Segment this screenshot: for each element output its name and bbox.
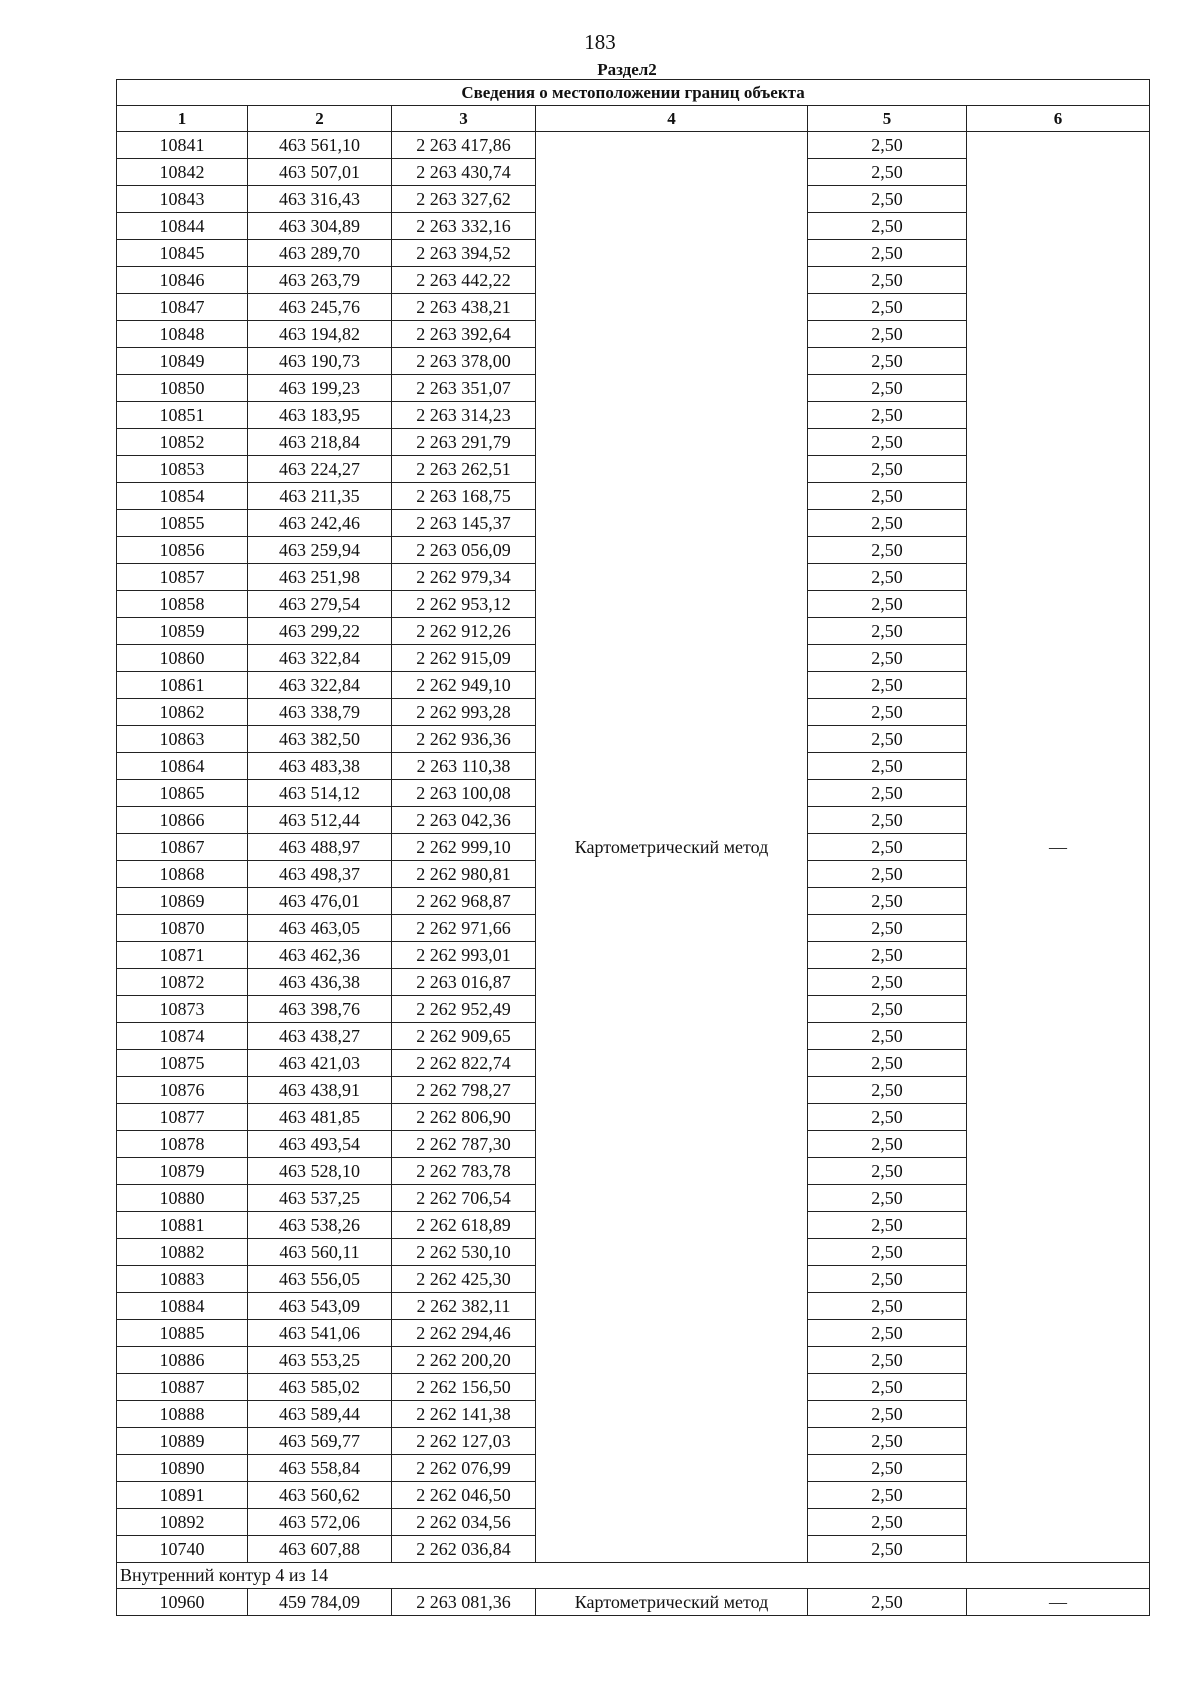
accuracy-cell: 2,50: [808, 267, 967, 294]
accuracy-cell: 2,50: [808, 1374, 967, 1401]
point-number-cell: 10740: [117, 1536, 248, 1563]
x-coordinate-cell: 463 251,98: [248, 564, 392, 591]
y-coordinate-cell: 2 262 999,10: [392, 834, 536, 861]
x-coordinate-cell: 463 553,25: [248, 1347, 392, 1374]
accuracy-cell: 2,50: [808, 375, 967, 402]
y-coordinate-cell: 2 262 425,30: [392, 1266, 536, 1293]
point-number-cell: 10879: [117, 1158, 248, 1185]
y-coordinate-cell: 2 263 016,87: [392, 969, 536, 996]
accuracy-cell: 2,50: [808, 1077, 967, 1104]
y-coordinate-cell: 2 262 036,84: [392, 1536, 536, 1563]
accuracy-cell: 2,50: [808, 429, 967, 456]
y-coordinate-cell: 2 263 081,36: [392, 1589, 536, 1616]
y-coordinate-cell: 2 263 168,75: [392, 483, 536, 510]
accuracy-cell: 2,50: [808, 726, 967, 753]
x-coordinate-cell: 463 299,22: [248, 618, 392, 645]
y-coordinate-cell: 2 263 394,52: [392, 240, 536, 267]
y-coordinate-cell: 2 262 783,78: [392, 1158, 536, 1185]
accuracy-cell: 2,50: [808, 699, 967, 726]
accuracy-cell: 2,50: [808, 510, 967, 537]
y-coordinate-cell: 2 262 971,66: [392, 915, 536, 942]
x-coordinate-cell: 463 338,79: [248, 699, 392, 726]
point-number-cell: 10851: [117, 402, 248, 429]
point-number-cell: 10877: [117, 1104, 248, 1131]
accuracy-cell: 2,50: [808, 1320, 967, 1347]
x-coordinate-cell: 463 569,77: [248, 1428, 392, 1455]
accuracy-cell: 2,50: [808, 591, 967, 618]
column-header-3: 3: [392, 106, 536, 132]
x-coordinate-cell: 463 560,11: [248, 1239, 392, 1266]
column-header-2: 2: [248, 106, 392, 132]
point-number-cell: 10888: [117, 1401, 248, 1428]
y-coordinate-cell: 2 263 417,86: [392, 132, 536, 159]
y-coordinate-cell: 2 262 530,10: [392, 1239, 536, 1266]
x-coordinate-cell: 463 436,38: [248, 969, 392, 996]
y-coordinate-cell: 2 262 936,36: [392, 726, 536, 753]
x-coordinate-cell: 463 538,26: [248, 1212, 392, 1239]
x-coordinate-cell: 463 537,25: [248, 1185, 392, 1212]
y-coordinate-cell: 2 262 953,12: [392, 591, 536, 618]
table-caption: Сведения о местоположении границ объекта: [117, 80, 1150, 106]
point-number-cell: 10864: [117, 753, 248, 780]
point-number-cell: 10861: [117, 672, 248, 699]
table-row: [117, 1589, 1150, 1616]
accuracy-cell: 2,50: [808, 1050, 967, 1077]
accuracy-cell: 2,50: [808, 1266, 967, 1293]
y-coordinate-cell: 2 262 127,03: [392, 1428, 536, 1455]
accuracy-cell: 2,50: [808, 1212, 967, 1239]
accuracy-cell: 2,50: [808, 915, 967, 942]
table-row: [117, 132, 1150, 159]
y-coordinate-cell: 2 263 110,38: [392, 753, 536, 780]
point-number-cell: 10873: [117, 996, 248, 1023]
point-number-cell: 10849: [117, 348, 248, 375]
point-number-cell: 10891: [117, 1482, 248, 1509]
point-number-cell: 10859: [117, 618, 248, 645]
y-coordinate-cell: 2 262 046,50: [392, 1482, 536, 1509]
page-number: 183: [584, 30, 616, 54]
boundary-coordinates-table: [116, 79, 1150, 1616]
point-number-cell: 10884: [117, 1293, 248, 1320]
y-coordinate-cell: 2 263 262,51: [392, 456, 536, 483]
x-coordinate-cell: 463 493,54: [248, 1131, 392, 1158]
point-number-cell: 10878: [117, 1131, 248, 1158]
y-coordinate-cell: 2 262 912,26: [392, 618, 536, 645]
point-number-cell: 10876: [117, 1077, 248, 1104]
x-coordinate-cell: 463 476,01: [248, 888, 392, 915]
point-number-cell: 10845: [117, 240, 248, 267]
point-number-cell: 10843: [117, 186, 248, 213]
point-number-cell: 10850: [117, 375, 248, 402]
point-number-cell: 10857: [117, 564, 248, 591]
point-number-cell: 10885: [117, 1320, 248, 1347]
accuracy-cell: 2,50: [808, 294, 967, 321]
accuracy-cell: 2,50: [808, 456, 967, 483]
accuracy-cell: 2,50: [808, 618, 967, 645]
x-coordinate-cell: 463 560,62: [248, 1482, 392, 1509]
point-number-cell: 10875: [117, 1050, 248, 1077]
column-header-1: 1: [117, 106, 248, 132]
x-coordinate-cell: 463 398,76: [248, 996, 392, 1023]
point-number-cell: 10842: [117, 159, 248, 186]
accuracy-cell: 2,50: [808, 159, 967, 186]
point-number-cell: 10863: [117, 726, 248, 753]
accuracy-cell: 2,50: [808, 1239, 967, 1266]
accuracy-cell: 2,50: [808, 1023, 967, 1050]
accuracy-cell: 2,50: [808, 186, 967, 213]
y-coordinate-cell: 2 262 294,46: [392, 1320, 536, 1347]
y-coordinate-cell: 2 262 706,54: [392, 1185, 536, 1212]
accuracy-cell: 2,50: [808, 1293, 967, 1320]
x-coordinate-cell: 463 541,06: [248, 1320, 392, 1347]
y-coordinate-cell: 2 262 034,56: [392, 1509, 536, 1536]
accuracy-cell: 2,50: [808, 132, 967, 159]
point-number-cell: 10862: [117, 699, 248, 726]
x-coordinate-cell: 463 263,79: [248, 267, 392, 294]
y-coordinate-cell: 2 262 993,01: [392, 942, 536, 969]
point-number-cell: 10892: [117, 1509, 248, 1536]
accuracy-cell: 2,50: [808, 888, 967, 915]
x-coordinate-cell: 463 289,70: [248, 240, 392, 267]
accuracy-cell: 2,50: [808, 996, 967, 1023]
x-coordinate-cell: 463 224,27: [248, 456, 392, 483]
point-number-cell: 10867: [117, 834, 248, 861]
x-coordinate-cell: 463 245,76: [248, 294, 392, 321]
accuracy-cell: 2,50: [808, 537, 967, 564]
y-coordinate-cell: 2 263 351,07: [392, 375, 536, 402]
y-coordinate-cell: 2 262 979,34: [392, 564, 536, 591]
accuracy-cell: 2,50: [808, 1104, 967, 1131]
x-coordinate-cell: 463 589,44: [248, 1401, 392, 1428]
y-coordinate-cell: 2 262 787,30: [392, 1131, 536, 1158]
accuracy-cell: 2,50: [808, 834, 967, 861]
y-coordinate-cell: 2 263 327,62: [392, 186, 536, 213]
y-coordinate-cell: 2 262 141,38: [392, 1401, 536, 1428]
point-number-cell: 10886: [117, 1347, 248, 1374]
accuracy-cell: 2,50: [808, 1131, 967, 1158]
y-coordinate-cell: 2 263 378,00: [392, 348, 536, 375]
y-coordinate-cell: 2 262 200,20: [392, 1347, 536, 1374]
accuracy-cell: 2,50: [808, 645, 967, 672]
x-coordinate-cell: 463 438,27: [248, 1023, 392, 1050]
y-coordinate-cell: 2 262 949,10: [392, 672, 536, 699]
y-coordinate-cell: 2 262 382,11: [392, 1293, 536, 1320]
accuracy-cell: 2,50: [808, 1509, 967, 1536]
point-number-cell: 10880: [117, 1185, 248, 1212]
point-number-cell: 10841: [117, 132, 248, 159]
column-header-6: 6: [967, 106, 1150, 132]
y-coordinate-cell: 2 262 993,28: [392, 699, 536, 726]
y-coordinate-cell: 2 262 980,81: [392, 861, 536, 888]
y-coordinate-cell: 2 262 798,27: [392, 1077, 536, 1104]
y-coordinate-cell: 2 263 145,37: [392, 510, 536, 537]
point-number-cell: 10874: [117, 1023, 248, 1050]
point-number-cell: 10887: [117, 1374, 248, 1401]
accuracy-cell: 2,50: [808, 942, 967, 969]
method-cell: Картометрический метод: [536, 132, 808, 1563]
y-coordinate-cell: 2 262 968,87: [392, 888, 536, 915]
point-number-cell: 10858: [117, 591, 248, 618]
accuracy-cell: 2,50: [808, 1536, 967, 1563]
y-coordinate-cell: 2 263 056,09: [392, 537, 536, 564]
accuracy-cell: 2,50: [808, 213, 967, 240]
section-title: Раздел2: [597, 60, 657, 79]
x-coordinate-cell: 463 438,91: [248, 1077, 392, 1104]
x-coordinate-cell: 463 514,12: [248, 780, 392, 807]
point-number-cell: 10869: [117, 888, 248, 915]
table-body: [117, 132, 1150, 1563]
x-coordinate-cell: 463 481,85: [248, 1104, 392, 1131]
point-number-cell: 10871: [117, 942, 248, 969]
method-cell: Картометрический метод: [536, 1589, 808, 1616]
x-coordinate-cell: 463 561,10: [248, 132, 392, 159]
y-coordinate-cell: 2 262 618,89: [392, 1212, 536, 1239]
x-coordinate-cell: 463 528,10: [248, 1158, 392, 1185]
point-number-cell: 10960: [117, 1589, 248, 1616]
x-coordinate-cell: 463 498,37: [248, 861, 392, 888]
accuracy-cell: 2,50: [808, 1185, 967, 1212]
y-coordinate-cell: 2 263 042,36: [392, 807, 536, 834]
y-coordinate-cell: 2 263 291,79: [392, 429, 536, 456]
y-coordinate-cell: 2 262 822,74: [392, 1050, 536, 1077]
x-coordinate-cell: 463 259,94: [248, 537, 392, 564]
x-coordinate-cell: 463 543,09: [248, 1293, 392, 1320]
point-number-cell: 10868: [117, 861, 248, 888]
accuracy-cell: 2,50: [808, 402, 967, 429]
y-coordinate-cell: 2 263 100,08: [392, 780, 536, 807]
accuracy-cell: 2,50: [808, 1482, 967, 1509]
x-coordinate-cell: 463 421,03: [248, 1050, 392, 1077]
accuracy-cell: 2,50: [808, 1589, 967, 1616]
point-number-cell: 10883: [117, 1266, 248, 1293]
y-coordinate-cell: 2 262 156,50: [392, 1374, 536, 1401]
x-coordinate-cell: 463 607,88: [248, 1536, 392, 1563]
x-coordinate-cell: 463 572,06: [248, 1509, 392, 1536]
accuracy-cell: 2,50: [808, 780, 967, 807]
accuracy-cell: 2,50: [808, 807, 967, 834]
point-number-cell: 10848: [117, 321, 248, 348]
point-number-cell: 10860: [117, 645, 248, 672]
point-number-cell: 10846: [117, 267, 248, 294]
accuracy-cell: 2,50: [808, 1455, 967, 1482]
point-number-cell: 10853: [117, 456, 248, 483]
x-coordinate-cell: 459 784,09: [248, 1589, 392, 1616]
accuracy-cell: 2,50: [808, 969, 967, 996]
y-coordinate-cell: 2 262 909,65: [392, 1023, 536, 1050]
accuracy-cell: 2,50: [808, 672, 967, 699]
point-number-cell: 10855: [117, 510, 248, 537]
y-coordinate-cell: 2 262 076,99: [392, 1455, 536, 1482]
x-coordinate-cell: 463 488,97: [248, 834, 392, 861]
x-coordinate-cell: 463 507,01: [248, 159, 392, 186]
note-cell: —: [967, 1589, 1150, 1616]
contour-label: Внутренний контур 4 из 14: [117, 1563, 1150, 1589]
accuracy-cell: 2,50: [808, 1428, 967, 1455]
accuracy-cell: 2,50: [808, 861, 967, 888]
y-coordinate-cell: 2 262 806,90: [392, 1104, 536, 1131]
y-coordinate-cell: 2 263 442,22: [392, 267, 536, 294]
y-coordinate-cell: 2 263 430,74: [392, 159, 536, 186]
x-coordinate-cell: 463 462,36: [248, 942, 392, 969]
point-number-cell: 10847: [117, 294, 248, 321]
accuracy-cell: 2,50: [808, 753, 967, 780]
x-coordinate-cell: 463 199,23: [248, 375, 392, 402]
x-coordinate-cell: 463 316,43: [248, 186, 392, 213]
point-number-cell: 10866: [117, 807, 248, 834]
y-coordinate-cell: 2 263 314,23: [392, 402, 536, 429]
x-coordinate-cell: 463 242,46: [248, 510, 392, 537]
x-coordinate-cell: 463 558,84: [248, 1455, 392, 1482]
y-coordinate-cell: 2 262 952,49: [392, 996, 536, 1023]
x-coordinate-cell: 463 322,84: [248, 645, 392, 672]
x-coordinate-cell: 463 211,35: [248, 483, 392, 510]
x-coordinate-cell: 463 322,84: [248, 672, 392, 699]
x-coordinate-cell: 463 194,82: [248, 321, 392, 348]
point-number-cell: 10856: [117, 537, 248, 564]
x-coordinate-cell: 463 512,44: [248, 807, 392, 834]
column-header-5: 5: [808, 106, 967, 132]
point-number-cell: 10889: [117, 1428, 248, 1455]
point-number-cell: 10882: [117, 1239, 248, 1266]
note-cell: —: [967, 132, 1150, 1563]
x-coordinate-cell: 463 382,50: [248, 726, 392, 753]
y-coordinate-cell: 2 262 915,09: [392, 645, 536, 672]
point-number-cell: 10854: [117, 483, 248, 510]
point-number-cell: 10844: [117, 213, 248, 240]
accuracy-cell: 2,50: [808, 1347, 967, 1374]
x-coordinate-cell: 463 463,05: [248, 915, 392, 942]
x-coordinate-cell: 463 279,54: [248, 591, 392, 618]
point-number-cell: 10881: [117, 1212, 248, 1239]
point-number-cell: 10865: [117, 780, 248, 807]
accuracy-cell: 2,50: [808, 1401, 967, 1428]
accuracy-cell: 2,50: [808, 240, 967, 267]
x-coordinate-cell: 463 556,05: [248, 1266, 392, 1293]
x-coordinate-cell: 463 304,89: [248, 213, 392, 240]
accuracy-cell: 2,50: [808, 564, 967, 591]
x-coordinate-cell: 463 585,02: [248, 1374, 392, 1401]
x-coordinate-cell: 463 190,73: [248, 348, 392, 375]
x-coordinate-cell: 463 483,38: [248, 753, 392, 780]
y-coordinate-cell: 2 263 332,16: [392, 213, 536, 240]
y-coordinate-cell: 2 263 438,21: [392, 294, 536, 321]
point-number-cell: 10870: [117, 915, 248, 942]
accuracy-cell: 2,50: [808, 483, 967, 510]
point-number-cell: 10872: [117, 969, 248, 996]
accuracy-cell: 2,50: [808, 1158, 967, 1185]
x-coordinate-cell: 463 183,95: [248, 402, 392, 429]
y-coordinate-cell: 2 263 392,64: [392, 321, 536, 348]
accuracy-cell: 2,50: [808, 348, 967, 375]
accuracy-cell: 2,50: [808, 321, 967, 348]
column-header-4: 4: [536, 106, 808, 132]
point-number-cell: 10890: [117, 1455, 248, 1482]
x-coordinate-cell: 463 218,84: [248, 429, 392, 456]
point-number-cell: 10852: [117, 429, 248, 456]
